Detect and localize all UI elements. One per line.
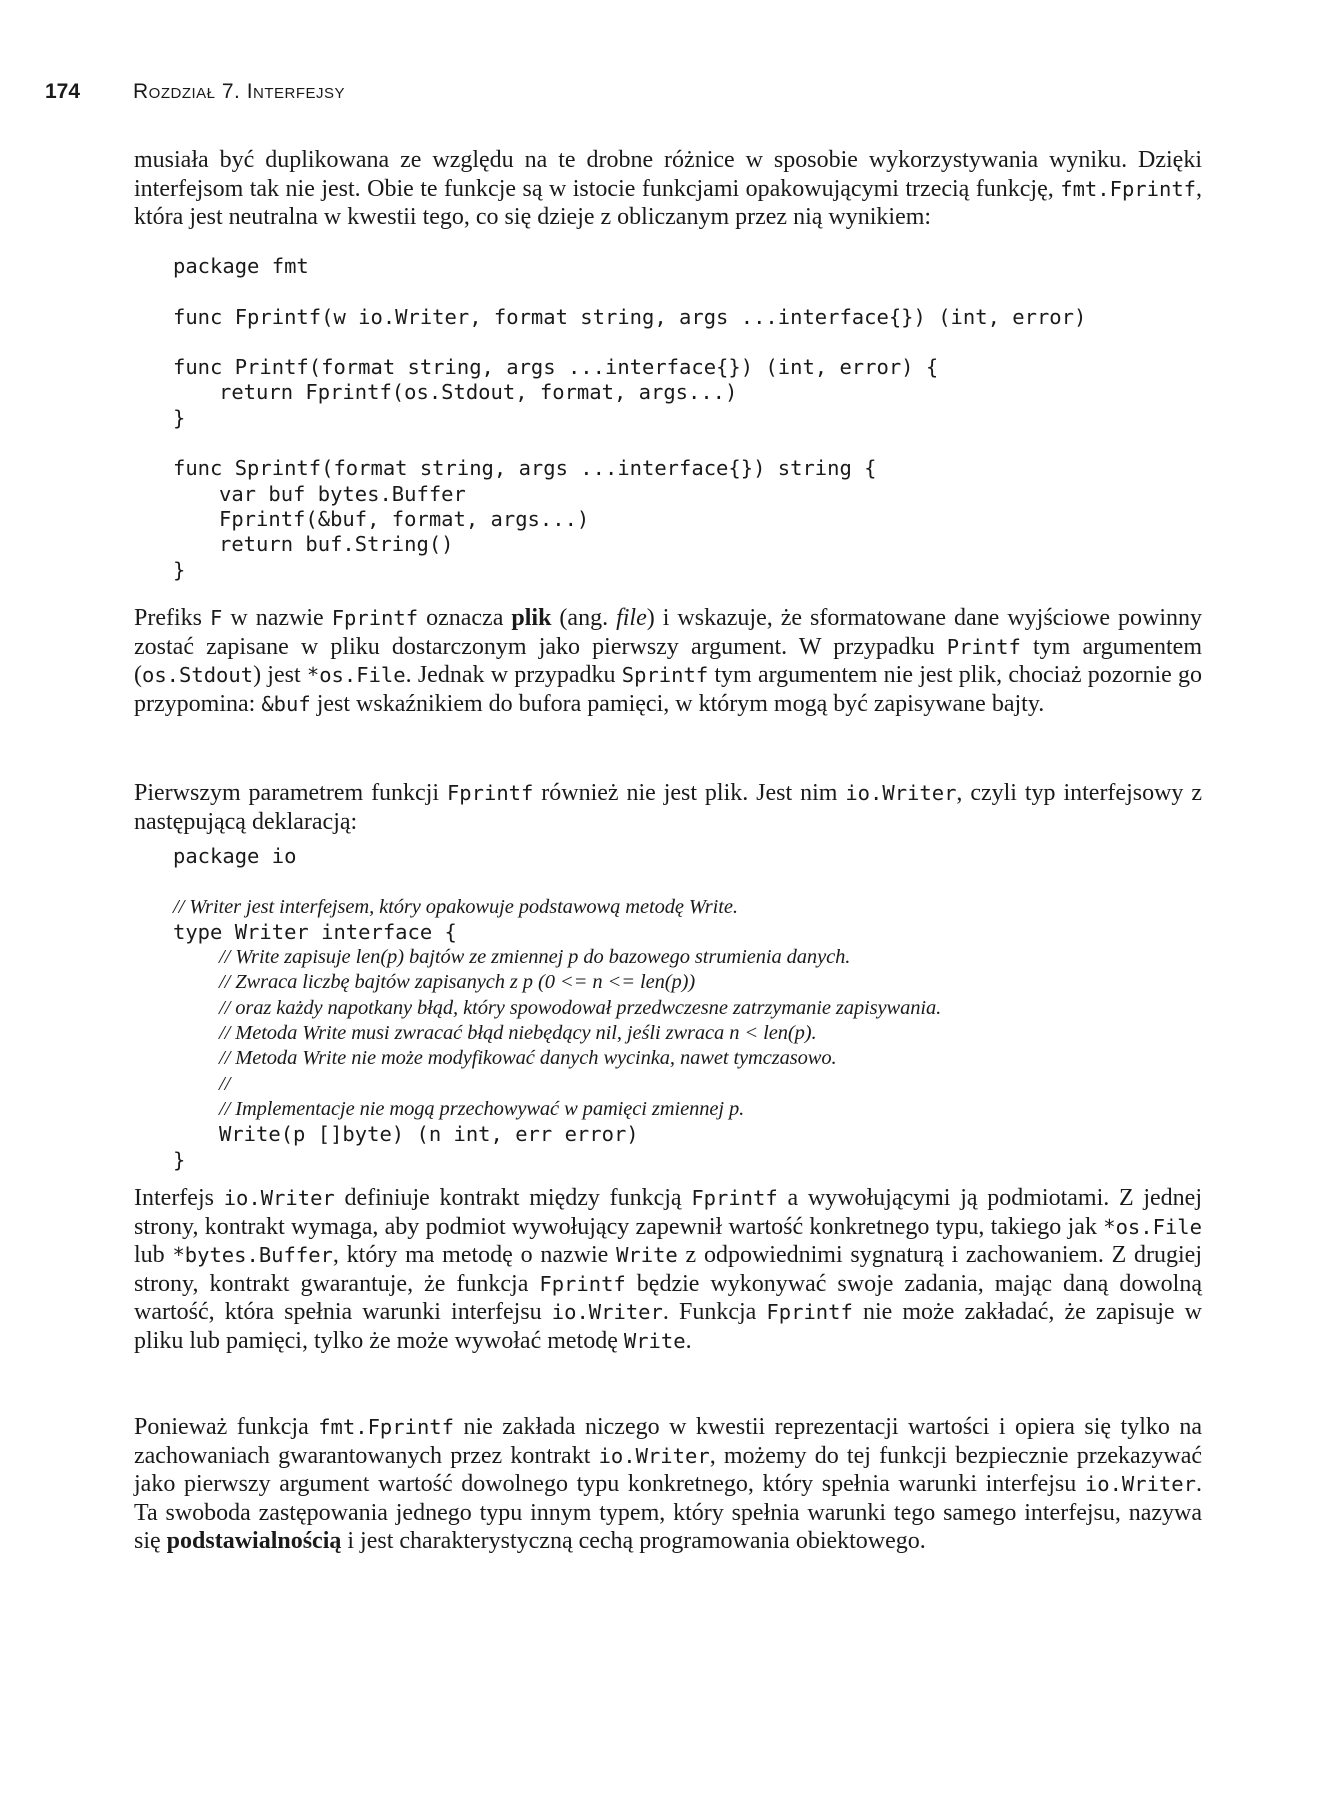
code-line — [173, 869, 1173, 894]
code-line: Fprintf(&buf, format, args...) — [219, 506, 590, 531]
text: z odpowiednimi sygnaturą i zachowaniem. Z drugiej strony, kontrakt gwarantuje, że funkcja — [134, 1242, 1202, 1297]
code-line — [173, 279, 1173, 304]
text: Ponieważ funkcja — [134, 1414, 319, 1440]
code-comment: // Metoda Write nie może modyfikować danych wycinka, nawet tymczasowo. — [219, 1047, 837, 1070]
code-line: package io — [173, 844, 297, 868]
paragraph — [134, 1413, 1202, 1556]
code-line — [173, 431, 1173, 456]
page-number: 174 — [45, 80, 81, 103]
code-comment: // Writer jest interfejsem, który opakowuje podstawową metodę Write. — [173, 895, 738, 918]
inline-code: F — [210, 606, 223, 630]
text: . Funkcja — [662, 1299, 767, 1326]
paragraph — [134, 1184, 1202, 1356]
text: musiała być duplikowana ze względu na te drobne różnice w sposobie wykorzystywania wyniku. Dzięki interfejsom tak nie jest. Obie te funkcje są w istocie funkcjami opakowującymi trzecią funkcję, — [134, 147, 1202, 202]
bold-term: plik — [511, 605, 552, 631]
inline-code: Write — [616, 1243, 678, 1268]
inline-code: *os.File — [306, 663, 406, 688]
code-comment: // Zwraca liczbę bajtów zapisanych z p (0 <= n <= len(p)) — [219, 971, 696, 994]
text: lub — [134, 1242, 173, 1269]
inline-code: io.Writer — [223, 1186, 335, 1210]
code-line — [173, 330, 1173, 355]
text: a wywołującymi ją podmiotami. Z jednej strony, kontrakt wymaga, aby podmiot wywołujący zapewnił wartość konkretnego typu, takiego jak — [134, 1185, 1202, 1240]
bold-term: podstawialnością — [166, 1528, 342, 1555]
inline-code: io.Writer — [845, 781, 957, 805]
text: oznacza — [418, 605, 512, 631]
text: definiuje kontrakt między funkcją — [334, 1185, 692, 1211]
running-head — [45, 80, 345, 110]
text: nie zakłada niczego w kwestii reprezentacji wartości i opiera się tylko na zachowaniach gwarantowanych przez kontrakt — [134, 1414, 1202, 1469]
code-comment: // oraz każdy napotkany błąd, który spowodował przedwczesne zatrzymanie zapisywania. — [219, 996, 942, 1019]
text: ) i wskazuje, że sformatowane dane wyjściowe powinny zostać zapisane w pliku dostarczonym jako pierwszy argument. W przypadku — [134, 605, 1202, 660]
text: Pierwszym parametrem funkcji — [134, 780, 447, 806]
code-line: type Writer interface { — [173, 919, 457, 944]
inline-code: Fprintf — [691, 1186, 778, 1210]
text: , który ma metodę o nazwie — [332, 1242, 617, 1269]
text: i jest charakterystyczną cechą programowania obiektowego. — [341, 1528, 926, 1555]
inline-code: Sprintf — [621, 663, 709, 688]
inline-code: fmt.Fprintf — [318, 1415, 454, 1439]
text: ) jest — [253, 662, 307, 689]
code-line: return Fprintf(os.Stdout, format, args...) — [219, 380, 738, 405]
inline-code: Fprintf — [331, 606, 419, 630]
code-listing — [173, 844, 1173, 1173]
text: Prefiks — [134, 605, 211, 631]
text: , możemy do tej funkcji bezpiecznie przekazywać jako pierwszy argument wartość dowolnego typu konkretnego, który spełnia warunki interfejsu — [134, 1442, 1202, 1498]
code-line: return buf.String() — [219, 532, 454, 557]
code-line: } — [173, 557, 186, 582]
text: . Ta swoboda zastępowania jednego typu innym typem, który spełnia warunki tego samego interfejsu, nazywa się — [134, 1471, 1202, 1555]
code-line: } — [173, 405, 186, 430]
inline-code: &buf — [261, 691, 311, 716]
code-line: Write(p []byte) (n int, err error) — [219, 1122, 639, 1147]
inline-code: Write — [623, 1328, 686, 1353]
code-comment: // — [219, 1072, 231, 1095]
code-line: package fmt — [173, 254, 309, 278]
paragraph — [134, 146, 1202, 232]
code-line: func Sprintf(format string, args ...interface{}) string { — [173, 456, 877, 481]
text: nie może zakładać, że zapisuje w pliku lub pamięci, tylko że może wywołać metodę — [134, 1299, 1202, 1354]
code-comment: // Implementacje nie mogą przechowywać w pamięci zmiennej p. — [219, 1097, 745, 1120]
text: tym argumentem ( — [134, 633, 1202, 689]
code-line: } — [173, 1147, 186, 1172]
inline-code: io.Writer — [598, 1443, 710, 1468]
text: (ang. — [551, 605, 617, 631]
inline-code: os.Stdout — [142, 663, 254, 688]
paragraph — [134, 604, 1202, 718]
text: Interfejs — [134, 1185, 224, 1211]
inline-code: *bytes.Buffer — [172, 1243, 333, 1268]
inline-code: Printf — [946, 634, 1021, 659]
inline-code: io.Writer — [551, 1300, 663, 1325]
text: jest wskaźnikiem do bufora pamięci, w którym mogą być zapisywane bajty. — [310, 690, 1045, 717]
text: , czyli typ interfejsowy z następującą deklaracją: — [134, 780, 1202, 835]
text: również nie jest plik. Jest nim — [533, 780, 846, 806]
code-listing — [173, 254, 1173, 583]
text: w nazwie — [222, 605, 332, 631]
italic-term: file — [616, 605, 647, 631]
inline-code: Fprintf — [766, 1300, 853, 1325]
text: będzie wykonywać swoje zadania, mając daną dowolną wartość, która spełnia warunki interfejsu — [134, 1270, 1202, 1326]
code-comment: // Write zapisuje len(p) bajtów ze zmiennej p do bazowego strumienia danych. — [219, 946, 851, 969]
code-line: func Printf(format string, args ...interface{}) (int, error) { — [173, 355, 939, 380]
paragraph — [134, 779, 1202, 836]
inline-code: Fprintf — [446, 781, 534, 805]
code-line: var buf bytes.Buffer — [219, 481, 466, 506]
inline-code: io.Writer — [1084, 1472, 1196, 1497]
inline-code: *os.File — [1103, 1214, 1202, 1239]
chapter-title: Rozdział 7. Interfejsy — [133, 80, 346, 103]
inline-code: Fprintf — [539, 1271, 626, 1296]
text: , która jest neutralna w kwestii tego, co się dzieje z obliczanym przez nią wynikiem: — [134, 175, 1202, 231]
code-comment: // Metoda Write musi zwracać błąd niebędący nil, jeśli zwraca n < len(p). — [219, 1022, 817, 1045]
text: . — [685, 1327, 692, 1354]
text: . Jednak w przypadku — [405, 662, 622, 689]
text: tym argumentem nie jest plik, chociaż pozornie go przypomina: — [134, 662, 1202, 717]
code-line: func Fprintf(w io.Writer, format string, args ...interface{}) (int, error) — [173, 304, 1087, 329]
inline-code: fmt.Fprintf — [1060, 176, 1196, 201]
